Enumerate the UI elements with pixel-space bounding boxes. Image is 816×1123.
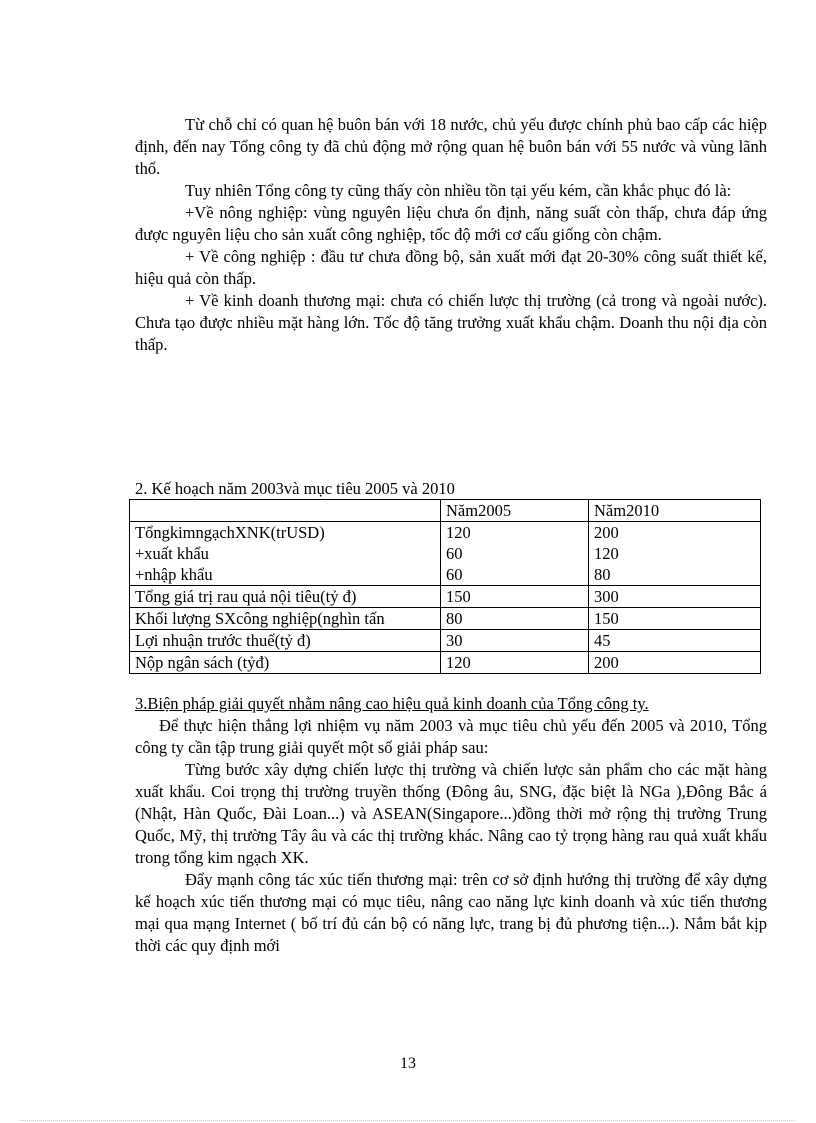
- plan-table: [129, 499, 761, 674]
- table-row: [130, 564, 761, 586]
- paragraph-agriculture: +Về nông nghiệp: vùng nguyên liệu chưa ổn định, năng suất còn thấp, chưa đáp ứng được nguyên liệu cho sản xuất công nghiệp, tốc độ mới cơ cấu giống còn chậm.: [135, 203, 767, 244]
- table-header-cell: Năm2010: [589, 500, 761, 522]
- paragraph-trade-promotion: Đẩy mạnh công tác xúc tiến thương mại: trên cơ sở định hướng thị trường để xây dựng kế hoạch xúc tiến thương mại có mục tiêu, nâng cao năng lực kinh doanh và xúc tiến thương mại qua mạng Internet ( bố trí đủ cán bộ có năng lực, trang bị đủ phương tiện...). Nắm bắt kịp thời các quy định mới: [135, 870, 767, 955]
- paragraph-trade-relations: Từ chỗ chỉ có quan hệ buôn bán với 18 nước, chủ yếu được chính phủ bao cấp các hiệp định, đến nay Tổng công ty đã chủ động mở rộng quan hệ buôn bán với 55 nước và vùng lãnh thổ.: [135, 115, 767, 178]
- table-header-cell: Năm2005: [441, 500, 589, 522]
- table-cell: 120: [441, 652, 589, 674]
- table-row: [130, 630, 761, 652]
- table-header-row: [130, 500, 761, 522]
- paragraph-market-strategy: Từng bước xây dựng chiến lược thị trường và chiến lược sản phẩm cho các mặt hàng xuất khẩu. Coi trọng thị trường truyền thống (Đông âu, SNG, đặc biệt là NGa ),Đông Bắc á (Nhật, Hàn Quốc, Đài Loan...) và ASEAN(Singapore...)đồng thời mở rộng thị trường Trung Quốc, Mỹ, thị trường Tây âu và các thị trường khác. Nâng cao tỷ trọng hàng rau quả xuất khẩu trong tổng kim ngạch XK.: [135, 760, 767, 867]
- table-row: [130, 586, 761, 608]
- paragraph-industry: + Về công nghiệp : đầu tư chưa đồng bộ, sản xuất mới đạt 20-30% công suất thiết kế, hiệu quả còn thấp.: [135, 247, 767, 288]
- table-cell: 200: [589, 522, 761, 544]
- table-row: [130, 543, 761, 564]
- table-cell: 45: [589, 630, 761, 652]
- section-2-heading: 2. Kế hoạch năm 2003và mục tiêu 2005 và 2010: [135, 479, 455, 498]
- page-bottom-divider: [20, 1120, 796, 1121]
- section-3-text: [135, 693, 767, 957]
- table-cell: 60: [441, 564, 589, 586]
- table-cell: 200: [589, 652, 761, 674]
- paragraph-weaknesses-intro: Tuy nhiên Tổng công ty cũng thấy còn nhiều tồn tại yếu kém, cần khắc phục đó là:: [185, 181, 732, 200]
- table-cell: Nộp ngân sách (tỷđ): [130, 652, 441, 674]
- table-cell: Tổng giá trị rau quả nội tiêu(tỷ đ): [130, 586, 441, 608]
- section-3-heading: 3.Biện pháp giải quyết nhằm nâng cao hiệu quả kinh doanh của Tổng công ty.: [135, 694, 649, 713]
- table-cell: 150: [441, 586, 589, 608]
- table-cell: +xuất khẩu: [130, 543, 441, 564]
- table-cell: 120: [589, 543, 761, 564]
- table-cell: TổngkimngạchXNK(trUSD): [130, 522, 441, 544]
- page-number: 13: [400, 1055, 416, 1072]
- paragraph-commerce: + Về kinh doanh thương mại: chưa có chiến lược thị trường (cả trong và ngoài nước). Chưa tạo được nhiều mặt hàng lớn. Tốc độ tăng trưởng xuất khẩu chậm. Doanh thu nội địa còn thấp.: [135, 291, 767, 354]
- table-row: [130, 522, 761, 544]
- table-row: [130, 652, 761, 674]
- section-1-text: [135, 114, 767, 356]
- table-cell: 30: [441, 630, 589, 652]
- table-cell: Lợi nhuận trước thuế(tỷ đ): [130, 630, 441, 652]
- table-cell: 80: [441, 608, 589, 630]
- paragraph-solutions-intro: Để thực hiện thắng lợi nhiệm vụ năm 2003 và mục tiêu chủ yếu đến 2005 và 2010, Tổng công ty cần tập trung giải quyết một số giải pháp sau:: [135, 716, 767, 757]
- table-cell: 150: [589, 608, 761, 630]
- table-cell: +nhập khẩu: [130, 564, 441, 586]
- table-cell: 80: [589, 564, 761, 586]
- table-row: [130, 608, 761, 630]
- table-cell: 120: [441, 522, 589, 544]
- table-cell: 60: [441, 543, 589, 564]
- table-cell: Khối lượng SXcông nghiệp(nghìn tấn: [130, 608, 441, 630]
- table-header-cell: [130, 500, 441, 522]
- table-cell: 300: [589, 586, 761, 608]
